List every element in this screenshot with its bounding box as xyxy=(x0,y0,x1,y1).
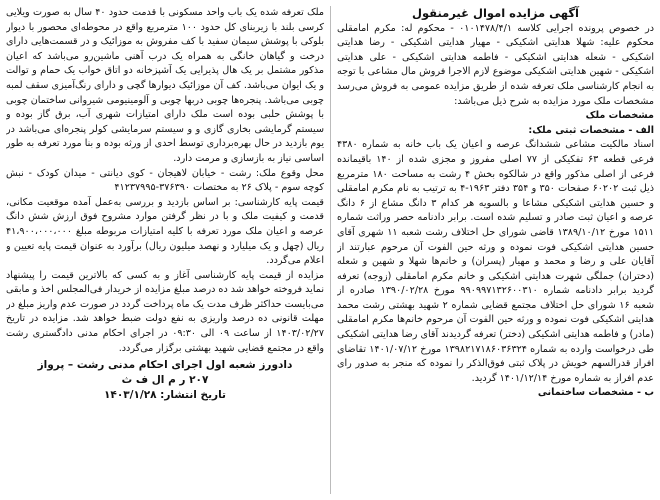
registry-paragraph: اسناد مالکیت مشاعی ششدانگ عرصه و اعیان یک باب خانه به شماره ۴۳۸۰ فرعی قطعه ۶۳ تفکیکی از ۷۷ اصلی مفروز و مجزی شده از ۱۴۰ باقیمانده فرعی از اصلی مذکور واقع در شالکوه بخش ۴ رشت به مساحت ۱۸۰ مترمربع ذیل ثبت ۶۰۲۰۲ صفحات ۳۵۰ و ۳۵۴ دفتر ۱۹۶۳-۴ به ترتیب به نام مکرم امامقلی و حسین هدایتی اشکیکی مشاعا و بالسویه هر کدام ۳ دانگ مشاع از ۶ دانگ عرصه و اعیان ثبت صادر و تسلیم شده است. برابر دادنامه حصر وراثت شماره ۱۵۱۱ مورخ ۱۳۸۹/۱۰/۱۲ قاضی شورای حل اختلاف رشت شعبه ۱۱ شهری آقای حسین هدایتی اشکیکی فوت نموده و ورثه حین الفوت آن مرحوم عبارتند از آقایان علی و رضا و محمد و مهیار (پسران) و خانم‌ها شهلا و شهین و شعله (دختران) جملگی شهرت هدایتی اشکیکی و خانم مکرم امامقلی (زوجه) تعرفه گردید برابر دادنامه شماره ۹۹۰۹۹۷۱۳۲۶۰۰۳۱۰ مورخ ۱۳۹۰/۰۲/۲۸ صادره از شعبه ۱۶ شورای حل اختلاف مجتمع قضایی شماره ۲ شهید بهشتی رشت محمد هدایتی اشکیکی فوت نموده و ورثه حین الفوت آن مرحوم خانم‌ها مکرم امامقلی (مادر) و فاطمه هدایتی اشکیکی (دختر) تعرفه گردیدند آقای رضا هدایتی اشکیکی طی درخواست وارده به شماره ۱۳۹۸۲۱۷۱۸۶۰۳۶۳۲۴ مورخ ۱۴۰۱/۰۷/۱۲ تقاضای افراز قدرالسهم خویش در پلاک ثبتی فوق‌الذکر را نموده که منجر به صدور رای عدم افراز به شماره مورخ ۱۴۰۱/۱۲/۱۴ گردید. xyxy=(337,139,654,384)
auction-terms-paragraph: مزایده از قیمت پایه کارشناسی آغاز و به کسی که بالاترین قیمت را پیشنهاد نماید فروخته خواهد شد ده درصد مبلغ مزایده از خریدار فی‌المجلس اخذ و مابقی می‌بایست حداکثر ظرف مدت یک ماه پرداخت گردد در صورت عدم واریز مبلغ در مهلت قانونی ده درصد واریزی به نفع دولت ضبط خواهد شد. مزایده در تاریخ ۱۴۰۳/۰۲/۲۷ از ساعت ۰۹ الی ۰۹:۳۰ در اجرای احکام مدنی دادگستری رشت واقع در مجتمع قضایی شهید بهشتی برگزار می‌گردد. xyxy=(6,269,324,354)
specs-heading: مشخصات ملک xyxy=(585,110,654,122)
valuation-paragraph: قیمت پایه کارشناسی: بر اساس بازدید و بررسی به‌عمل آمده موقعیت مکانی، قدمت و کیفیت ملک و با در نظر گرفتن موارد مشروح فوق ارزش شش دانگ عرصه و اعیان ملک مورد تعرفه با کلیه امتیازات مربوطه مبلغ ۴۱،۹۰۰،۰۰۰،۰۰۰ ریال (چهل و یک میلیارد و نهصد میلیون ریال) برآورد به عنوان قیمت پایه تعیین و اعلام می‌گردد. xyxy=(6,196,324,267)
signature-code: ۲۰۷ ر م ال ف ث xyxy=(121,374,209,387)
building-heading: ب - مشخصات ساختمانی xyxy=(537,387,654,399)
signature-office: دادورز شعبه اول اجرای احکام مدنی رشت – پرواز xyxy=(37,359,293,372)
case-intro: در خصوص پرونده اجرایی کلاسه ۰۱۰۱۴۷۸/۴/۱ - محکوم له: مکرم امامقلی محکوم علیه: شهلا هدایتی اشکیکی - مهیار هدایتی اشکیکی - رضا هدایتی اشکیکی - شعله هدایتی اشکیکی - فاطمه هدایتی اشکیکی - علی هدایتی اشکیکی - شهین هدایتی اشکیکی موضوع لازم الاجرا فروش مال مشاعی با توجه به انجام کارشناسی ملک تعرفه شده از طریق مزایده عمومی به فروش می‌رسد مشخصات ملک مورد مزایده به شرح ذیل می‌باشد: xyxy=(337,22,654,107)
notice-title: آگهی مزایده اموال غیرمنقول xyxy=(411,6,579,20)
left-column xyxy=(6,6,324,494)
column-divider xyxy=(330,6,331,494)
right-column xyxy=(337,6,654,494)
location-paragraph: محل وقوع ملک: رشت - خیابان لاهیجان - کوی دیانتی - میدان کودک - نبش کوچه سوم - پلاک ۲۶ به مختصات ۳۷۶۳۹۰-۴۱۲۳۷۹۹۵ xyxy=(6,167,324,194)
publish-date: تاریخ انتشار: ۱۴۰۳/۱/۲۸ xyxy=(104,389,226,402)
signature-block xyxy=(6,358,324,403)
building-paragraph: ملک تعرفه شده یک باب واحد مسکونی با قدمت حدود ۴۰ سال به صورت ویلایی کرسی بلند با زیربنای کل حدود ۱۰۰ مترمربع واقع در محوطه‌ای محصور با دیوار بلوکی با پوشش سیمان سفید با کف مفروش به موزائیک و در قسمت‌هایی دارای درخت و گیاهان خانگی به همراه یک درب آهنی ماشین‌رو می‌باشد که اعیان مذکور مشتمل بر یک هال پذیرایی یک آشپزخانه دو اتاق خواب یک حمام و توالت و یک ایوان می‌باشد. کف آن موزائیک دیوارها گچی و دارای رنگ‌آمیزی سقف لمبه چوبی می‌باشد. پنجره‌ها چوبی دربها چوبی و آلومینیومی شیروانی ساختمان چوبی با پوشش حلبی بوده است ملک دارای امتیازات شهری آب، برق گاز بوده و سیستم گرمایشی بخاری گازی و و سیستم سرمایشی کولر پنجره‌ای می‌باشد در یوم بازدید در حال بهره‌برداری توسط احدی از ورثه بوده و بنا مورد تعرفه به طور اساسی نیاز به بازسازی و مرمت دارد. xyxy=(6,7,324,164)
registry-heading: الف - مشخصات ثبتی ملک: xyxy=(528,124,654,136)
